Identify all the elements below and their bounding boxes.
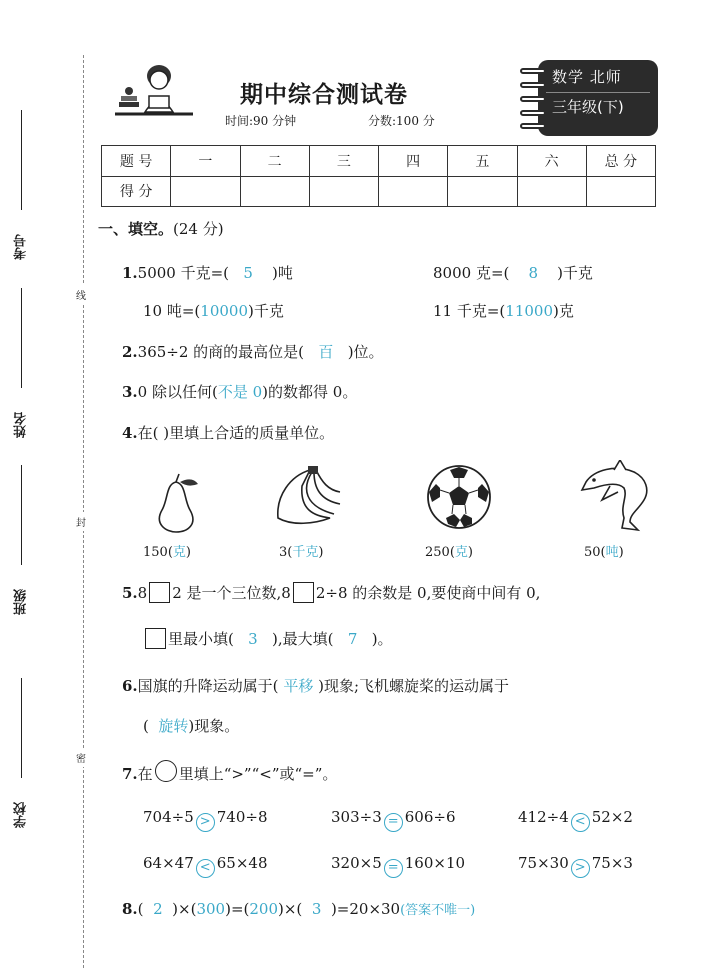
seal-char-feng: 封 <box>76 512 86 531</box>
digit-box[interactable] <box>149 582 170 603</box>
answer-blank[interactable]: 200 <box>249 900 279 918</box>
question-7: 7.在 里填上“>”“<”或“=”。 <box>122 760 337 784</box>
name-label: 姓名 <box>14 412 29 438</box>
question-1a: 1.5000 千克=( 5 )吨 <box>122 264 293 282</box>
exam-time: 时间:90 分钟 <box>225 114 297 128</box>
question-1b: 8000 克=( 8 )千克 <box>433 264 593 282</box>
school-label: 学校 <box>14 802 29 828</box>
score-table <box>101 145 656 207</box>
question-1d: 11 千克=(11000)克 <box>433 302 574 320</box>
compare-item: 64×47 < 65×48 <box>143 854 268 878</box>
answer-blank[interactable]: 平移 <box>283 677 314 695</box>
compare-answer[interactable]: < <box>571 813 590 832</box>
compare-circle-icon <box>155 760 177 782</box>
seal-char-xian: 线 <box>76 285 86 304</box>
answer-blank[interactable]: 300 <box>196 900 226 918</box>
header-cell: 总 分 <box>586 146 655 177</box>
compare-answer[interactable]: > <box>196 813 215 832</box>
score-cell[interactable] <box>448 176 517 207</box>
digit-box <box>145 628 166 649</box>
exam-title: 期中综合测试卷 <box>240 82 408 108</box>
answer-blank[interactable]: 3 <box>248 630 258 648</box>
question-8: 8.( 2 )×(300)=(200)×( 3 )=20×30(答案不唯一) <box>122 900 476 918</box>
compare-answer[interactable]: = <box>384 859 403 878</box>
answer-blank[interactable]: 百 <box>318 343 334 361</box>
answer-blank[interactable]: 不是 0 <box>217 383 263 401</box>
badge-grade: 三年级(下) <box>552 98 624 116</box>
seal-char-mi: 密 <box>76 748 86 767</box>
banana-caption: 3(千克) <box>279 545 324 560</box>
section-1-heading: 一、填空。(24 分) <box>98 220 224 238</box>
pear-caption: 150(克) <box>143 545 191 560</box>
header-cell: 一 <box>171 146 240 177</box>
question-4: 4.在( )里填上合适的质量单位。 <box>122 424 335 442</box>
compare-answer[interactable]: = <box>384 813 403 832</box>
header-cell: 三 <box>309 146 378 177</box>
answer-blank[interactable]: 5 <box>243 264 253 282</box>
answer-blank[interactable]: 吨 <box>605 545 619 560</box>
question-5-line2: 里最小填( 3 ),最大填( 7 )。 <box>143 628 393 649</box>
compare-answer[interactable]: > <box>571 859 590 878</box>
answer-blank[interactable]: 2 <box>153 900 163 918</box>
answer-blank[interactable]: 8 <box>528 264 538 282</box>
answer-note: (答案不唯一) <box>400 903 476 918</box>
subject-badge <box>538 60 658 136</box>
question-3: 3.0 除以任何(不是 0)的数都得 0。 <box>122 383 358 401</box>
compare-answer[interactable]: < <box>196 859 215 878</box>
pear-picture <box>152 472 204 534</box>
score-cell[interactable] <box>309 176 378 207</box>
compare-item: 320×5 = 160×10 <box>331 854 465 878</box>
exam-score: 分数:100 分 <box>368 114 435 128</box>
answer-blank[interactable]: 7 <box>347 630 358 648</box>
answer-blank[interactable]: 3 <box>311 900 322 918</box>
digit-box[interactable] <box>293 582 314 603</box>
compare-item: 704÷5 > 740÷8 <box>143 808 268 832</box>
answer-blank[interactable]: 11000 <box>505 302 553 320</box>
compare-item: 412÷4 < 52×2 <box>518 808 633 832</box>
exam-number-label: 考号 <box>14 234 29 260</box>
answer-blank[interactable]: 10000 <box>200 302 248 320</box>
football-picture <box>426 464 492 530</box>
school-field[interactable] <box>10 678 34 828</box>
answer-blank[interactable]: 千克 <box>292 545 319 560</box>
question-5: 5.8 2 是一个三位数,8 2÷8 的余数是 0,要使商中间有 0, <box>122 584 541 602</box>
score-row-label: 得 分 <box>102 176 171 207</box>
score-cell[interactable] <box>379 176 448 207</box>
question-2: 2.365÷2 的商的最高位是( 百 )位。 <box>122 343 384 361</box>
dolphin-caption: 50(吨) <box>584 545 624 560</box>
question-6: 6.国旗的升降运动属于( 平移 )现象;飞机螺旋桨的运动属于 <box>122 677 510 695</box>
dolphin-picture <box>580 460 654 532</box>
compare-item: 303÷3 = 606÷6 <box>331 808 456 832</box>
score-cell[interactable] <box>517 176 586 207</box>
girl-reading-illustration <box>115 62 195 122</box>
compare-item: 75×30 > 75×3 <box>518 854 633 878</box>
answer-blank[interactable]: 克 <box>172 545 186 560</box>
banana-picture <box>270 466 344 530</box>
badge-subject: 数学 北师 <box>552 68 622 86</box>
class-label: 班级 <box>14 589 29 615</box>
answer-blank[interactable]: 旋转 <box>158 717 189 735</box>
football-caption: 250(克) <box>425 545 473 560</box>
class-field[interactable] <box>10 465 34 615</box>
name-field[interactable] <box>10 288 34 438</box>
question-1c: 10 吨=(10000)千克 <box>143 302 284 320</box>
score-cell[interactable] <box>240 176 309 207</box>
score-table-score-row <box>102 176 656 207</box>
header-cell: 题 号 <box>102 146 171 177</box>
question-6-line2: ( 旋转)现象。 <box>143 717 240 735</box>
header-cell: 六 <box>517 146 586 177</box>
exam-number-field[interactable] <box>10 110 34 260</box>
score-table-header-row <box>102 146 656 177</box>
header-cell: 五 <box>448 146 517 177</box>
score-cell[interactable] <box>586 176 655 207</box>
score-cell[interactable] <box>171 176 240 207</box>
header-cell: 二 <box>240 146 309 177</box>
header-cell: 四 <box>379 146 448 177</box>
answer-blank[interactable]: 克 <box>454 545 468 560</box>
